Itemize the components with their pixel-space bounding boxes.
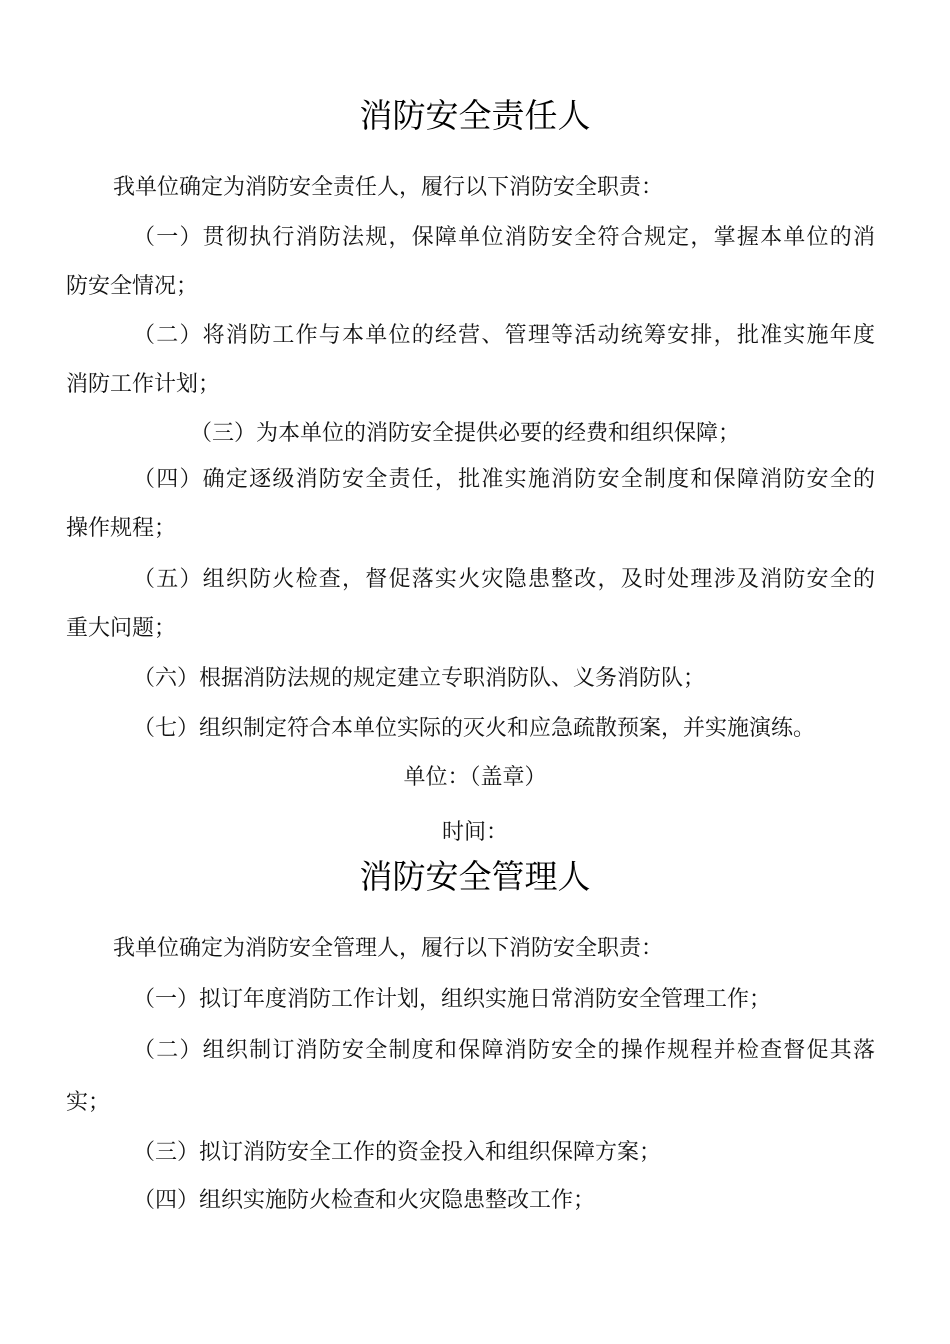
section1-item4-line2: 操作规程；: [66, 516, 177, 541]
section2-item3: （三）拟订消防安全工作的资金投入和组织保障方案；: [133, 1140, 662, 1165]
section1-item2-line2: 消防工作计划；: [66, 372, 221, 397]
section1-intro: 我单位确定为消防安全责任人，履行以下消防安全职责：: [113, 175, 664, 200]
section1-item7: （七）组织制定符合本单位实际的灭火和应急疏散预案，并实施演练。: [133, 716, 816, 741]
section1-title: 消防安全责任人: [359, 96, 591, 135]
section2-title: 消防安全管理人: [359, 857, 591, 896]
section1-item2-line1: （二）将消防工作与本单位的经营、管理等活动统筹安排，批准实施年度: [133, 323, 875, 348]
section2-item4: （四）组织实施防火检查和火灾隐患整改工作；: [133, 1188, 596, 1213]
section1-item3: （三）为本单位的消防安全提供必要的经费和组织保障；: [190, 421, 741, 446]
unit-seal-line: 单位：（盖章）: [403, 765, 547, 790]
time-line: 时间：: [441, 820, 508, 845]
section1-item5-line2: 重大问题；: [66, 616, 177, 641]
section1-item4-line1: （四）确定逐级消防安全责任，批准实施消防安全制度和保障消防安全的: [133, 467, 875, 492]
section1-item1-line2: 防安全情况；: [66, 274, 199, 299]
section2-item1: （一）拟订年度消防工作计划，组织实施日常消防安全管理工作；: [133, 987, 772, 1012]
section1-item5-line1: （五）组织防火检查，督促落实火灾隐患整改，及时处理涉及消防安全的: [133, 567, 875, 592]
section1-item6: （六）根据消防法规的规定建立专职消防队、义务消防队；: [133, 666, 706, 691]
section2-item2-line2: 实；: [66, 1090, 111, 1115]
section2-intro: 我单位确定为消防安全管理人，履行以下消防安全职责：: [113, 936, 664, 961]
section1-item1-line1: （一）贯彻执行消防法规，保障单位消防安全符合规定，掌握本单位的消: [133, 225, 875, 250]
section2-item2-line1: （二）组织制订消防安全制度和保障消防安全的操作规程并检查督促其落: [133, 1038, 875, 1063]
